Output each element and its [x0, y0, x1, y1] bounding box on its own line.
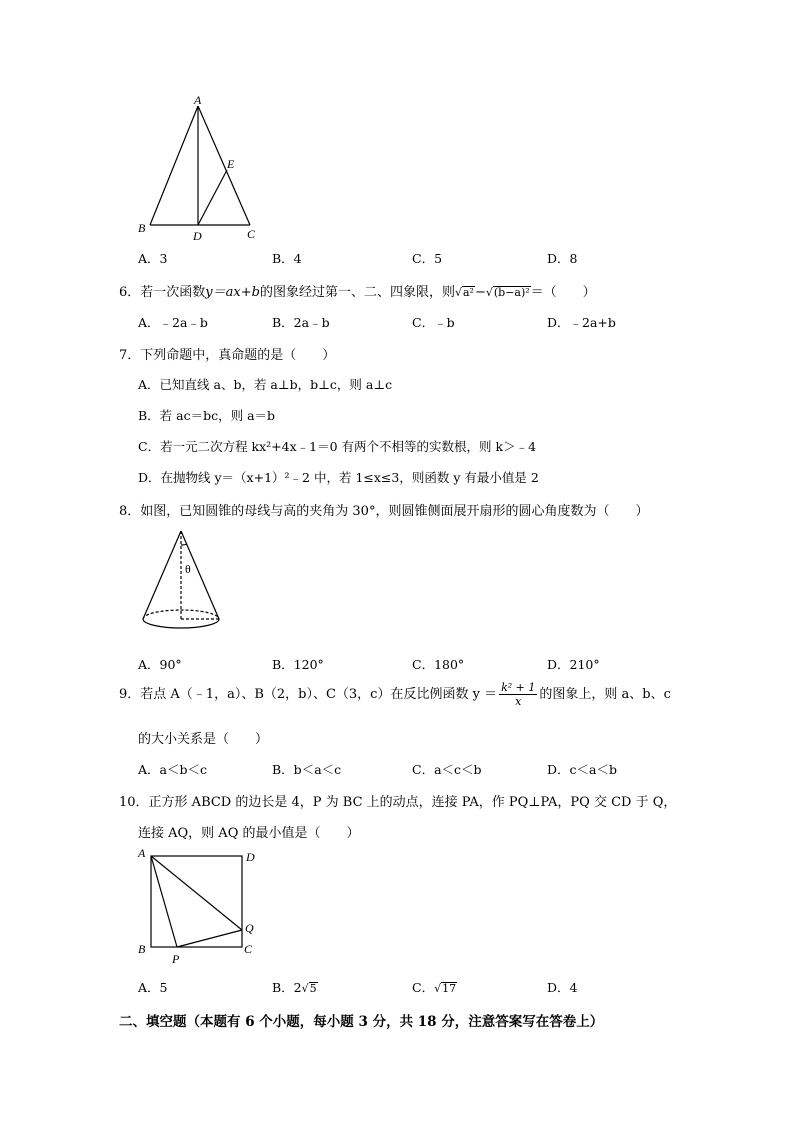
theta-label: θ [185, 562, 191, 576]
q5-option-a: A．3 [138, 251, 168, 266]
q6-option-a: A．﹣2a﹣b [138, 315, 208, 330]
q8-option-d: D．210° [547, 657, 600, 672]
label-D: D [246, 850, 255, 864]
q5-option-d: D．8 [547, 251, 578, 266]
q10-stem-line2: 连接 AQ，则 AQ 的最小值是（ ） [138, 826, 360, 841]
q6-option-b: B．2a﹣b [272, 315, 330, 330]
label-B: B [138, 221, 146, 235]
q7-stem: 7．下列命题中，真命题的是（ ） [119, 348, 336, 363]
label-A: A [194, 93, 202, 107]
q7-option-b: B．若 ac＝bc，则 a＝b [138, 408, 276, 423]
label-E: E [227, 157, 235, 171]
q9-option-d: D．c＜a＜b [547, 762, 617, 777]
q9-option-b: B．b＜a＜c [272, 762, 342, 777]
q10-option-c: C．√17 [412, 980, 457, 995]
label-C: C [244, 942, 253, 956]
q10-option-a: A．5 [138, 980, 168, 995]
q9-stem-line2: 的大小关系是（ ） [138, 732, 269, 747]
q7-option-a: A．已知直线 a、b，若 a⊥b，b⊥c，则 a⊥c [138, 377, 393, 392]
label-A: A [138, 846, 146, 860]
label-B: B [138, 942, 146, 956]
q10-option-d: D．4 [547, 980, 578, 995]
q7-option-c: C．若一元二次方程 kx²+4x﹣1＝0 有两个不相等的实数根，则 k＞﹣4 [138, 439, 537, 454]
q10-option-b: B．2√5 [272, 980, 317, 995]
section2-title: 二、填空题（本题有 6 个小题，每小题 3 分，共 18 分，注意答案写在答卷上） [119, 1014, 604, 1030]
q6-stem: 6．若一次函数y＝ax+b的图象经过第一、二、四象限，则√a²−√(b−a)²＝（ ） [119, 285, 596, 300]
q8-stem: 8．如图，已知圆锥的母线与高的夹角为 30°，则圆锥侧面展开扇形的圆心角度数为（ ） [119, 504, 649, 519]
label-D: D [193, 229, 202, 242]
label-P: P [172, 952, 180, 966]
q7-option-d: D．在抛物线 y＝（x+1）²﹣2 中，若 1≤x≤3，则函数 y 有最小值是 2 [138, 470, 539, 485]
q9-option-c: C．a＜c＜b [412, 762, 482, 777]
q10-stem-line1: 10．正方形 ABCD 的边长是 4，P 为 BC 上的动点，连接 PA，作 PQ⊥PA，PQ 交 CD 于 Q， [119, 795, 677, 810]
label-C: C [247, 227, 256, 241]
q9-stem: 9．若点 A（﹣1，a）、B（2，b）、C（3，c）在反比例函数 y ＝ $\frac{\text{k² + 1}}{x}$ 的图象上，则 a、b、c [119, 681, 671, 708]
q6-option-d: D．﹣2a+b [547, 315, 616, 330]
cone-figure [138, 527, 228, 642]
triangle-figure [130, 92, 270, 242]
q5-option-b: B．4 [272, 251, 302, 266]
q8-option-b: B．120° [272, 657, 324, 672]
square-figure [134, 843, 264, 968]
q6-option-c: C．﹣b [412, 315, 455, 330]
q5-option-c: C．5 [412, 251, 443, 266]
label-Q: Q [245, 921, 254, 935]
q8-option-c: C．180° [412, 657, 465, 672]
q8-option-a: A．90° [138, 657, 182, 672]
q9-option-a: A．a＜b＜c [138, 762, 207, 777]
